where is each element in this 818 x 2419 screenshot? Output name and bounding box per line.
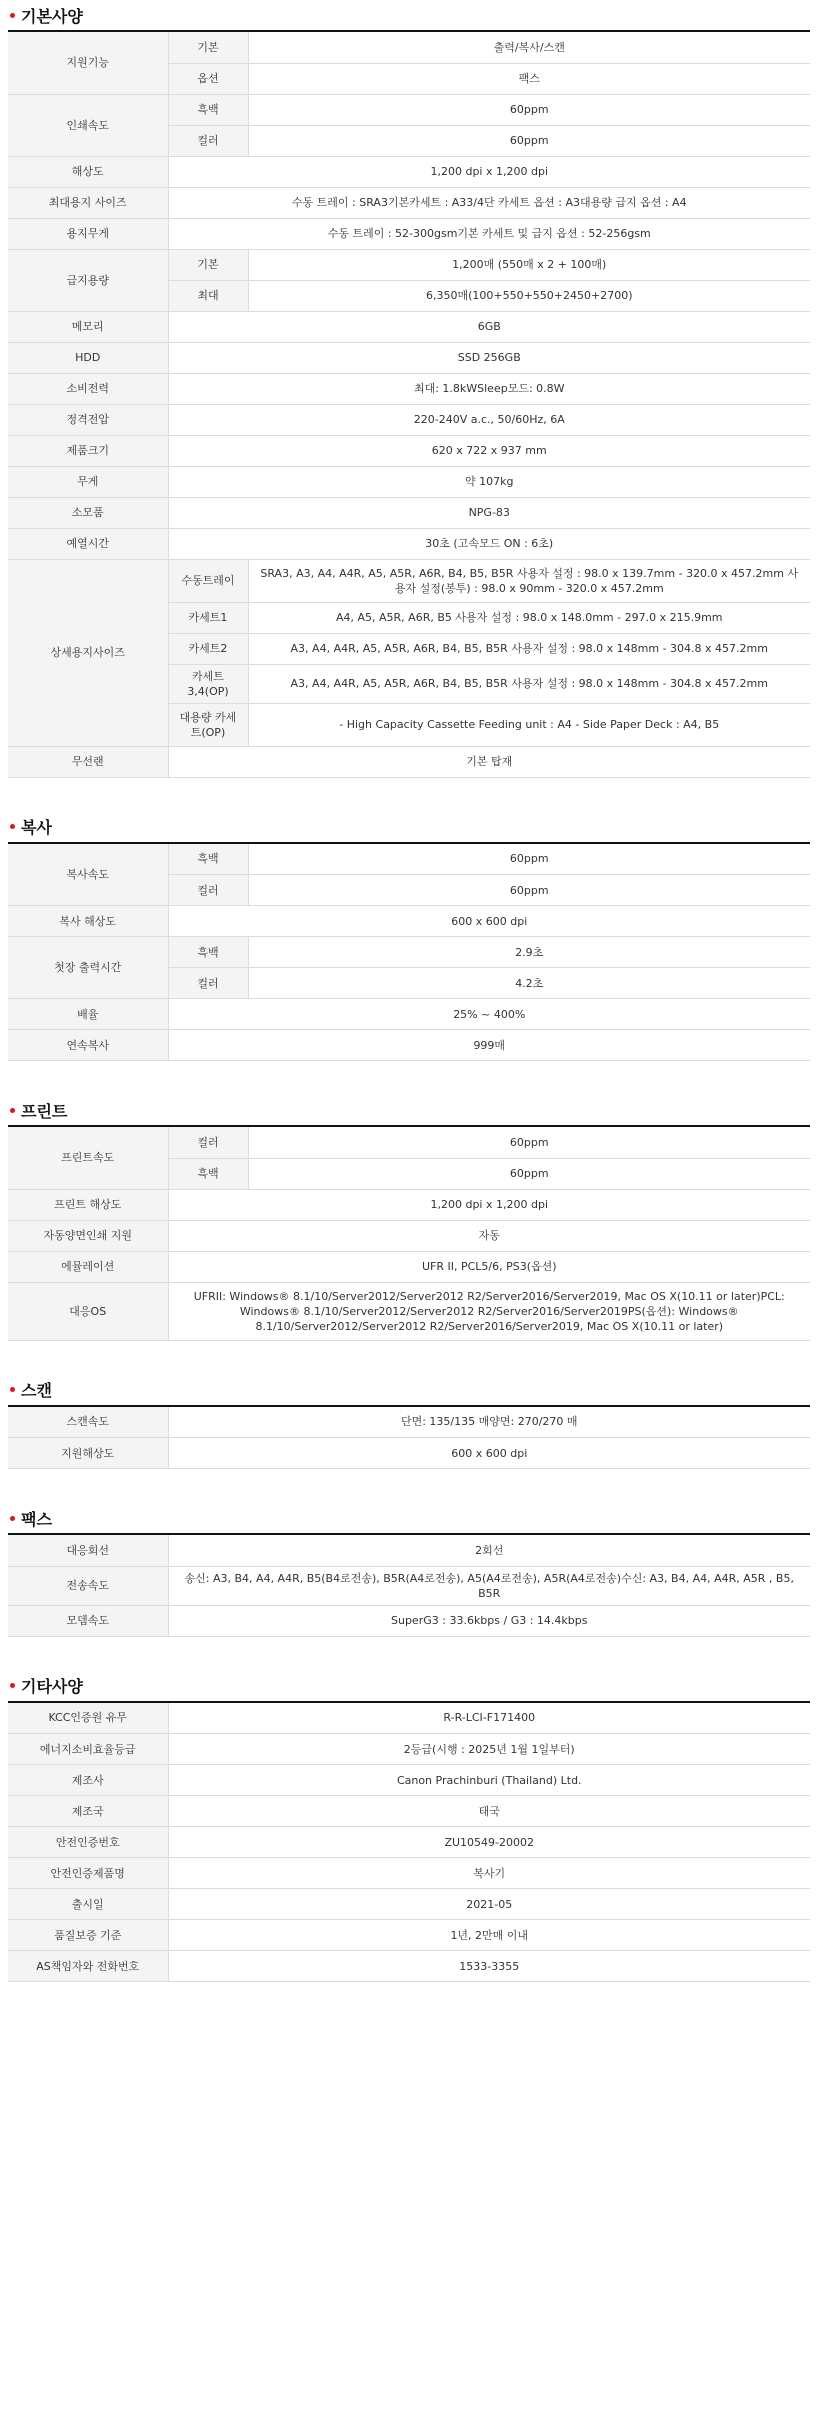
table-row bbox=[8, 1827, 810, 1858]
spec-label: 대응회선 bbox=[8, 1535, 168, 1566]
spec-table bbox=[8, 32, 810, 778]
section-header bbox=[8, 1375, 810, 1407]
spec-value: 2회선 bbox=[168, 1535, 810, 1566]
spec-sublabel: 흑백 bbox=[168, 937, 248, 968]
section-4 bbox=[8, 1503, 810, 1637]
table-row bbox=[8, 844, 810, 875]
table-row bbox=[8, 1282, 810, 1340]
table-row bbox=[8, 156, 810, 187]
section-title: 스캔 bbox=[21, 1381, 52, 1400]
spec-table bbox=[8, 1127, 810, 1341]
spec-label: 지원해상도 bbox=[8, 1438, 168, 1469]
spec-value: A4, A5, A5R, A6R, B5 사용자 설정 : 98.0 x 148.0mm - 297.0 x 215.9mm bbox=[248, 602, 810, 633]
spec-value: 60ppm bbox=[248, 94, 810, 125]
table-row bbox=[8, 1220, 810, 1251]
spec-sublabel: 흑백 bbox=[168, 94, 248, 125]
spec-value: SRA3, A3, A4, A4R, A5, A5R, A6R, B4, B5, B5R 사용자 설정 : 98.0 x 139.7mm - 320.0 x 457.2mm 사용자 설정(봉투) : 98.0 x 90mm - 320.0 x 457.2mm bbox=[248, 559, 810, 602]
spec-label: 대응OS bbox=[8, 1282, 168, 1340]
spec-label: 해상도 bbox=[8, 156, 168, 187]
spec-value: 1,200 dpi x 1,200 dpi bbox=[168, 1189, 810, 1220]
spec-value: 1,200 dpi x 1,200 dpi bbox=[168, 156, 810, 187]
spec-value: 단면: 135/135 매양면: 270/270 매 bbox=[168, 1407, 810, 1438]
spec-label: 연속복사 bbox=[8, 1030, 168, 1061]
spec-value: 1,200매 (550매 x 2 + 100매) bbox=[248, 249, 810, 280]
table-row bbox=[8, 999, 810, 1030]
spec-label: 최대용지 사이즈 bbox=[8, 187, 168, 218]
section-2 bbox=[8, 1095, 810, 1341]
table-row bbox=[8, 466, 810, 497]
table-row bbox=[8, 32, 810, 63]
bullet-icon bbox=[10, 1387, 15, 1392]
spec-label: 정격전압 bbox=[8, 404, 168, 435]
section-header bbox=[8, 1095, 810, 1127]
spec-value: 2021-05 bbox=[168, 1889, 810, 1920]
spec-label: 품질보증 기준 bbox=[8, 1920, 168, 1951]
spec-value: SSD 256GB bbox=[168, 342, 810, 373]
table-row bbox=[8, 528, 810, 559]
spec-value: 999매 bbox=[168, 1030, 810, 1061]
bullet-icon bbox=[10, 1683, 15, 1688]
section-title: 기본사양 bbox=[21, 6, 83, 26]
spec-value: 30초 (고속모드 ON : 6초) bbox=[168, 528, 810, 559]
spec-label: 용지무게 bbox=[8, 218, 168, 249]
spec-table bbox=[8, 1703, 810, 1983]
table-row bbox=[8, 1765, 810, 1796]
spec-label: KCC인증원 유무 bbox=[8, 1703, 168, 1734]
table-row bbox=[8, 1535, 810, 1566]
spec-value: 2등급(시행 : 2025년 1월 1일부터) bbox=[168, 1734, 810, 1765]
table-row bbox=[8, 435, 810, 466]
bullet-icon bbox=[10, 1108, 15, 1113]
table-row bbox=[8, 937, 810, 968]
spec-label: 지원기능 bbox=[8, 32, 168, 94]
spec-value: 60ppm bbox=[248, 844, 810, 875]
spec-label: 에너지소비효율등급 bbox=[8, 1734, 168, 1765]
section-0 bbox=[8, 0, 810, 778]
spec-label: 자동양면인쇄 지원 bbox=[8, 1220, 168, 1251]
table-row bbox=[8, 559, 810, 602]
spec-sublabel: 옵션 bbox=[168, 63, 248, 94]
spec-label: 급지용량 bbox=[8, 249, 168, 311]
table-row bbox=[8, 1251, 810, 1282]
spec-value: 25% ~ 400% bbox=[168, 999, 810, 1030]
spec-sublabel: 컬러 bbox=[168, 875, 248, 906]
spec-sublabel: 대용량 카세트(OP) bbox=[168, 703, 248, 746]
spec-label: 제조국 bbox=[8, 1796, 168, 1827]
spec-label: AS책임자와 전화번호 bbox=[8, 1951, 168, 1982]
spec-label: 안전인증제품명 bbox=[8, 1858, 168, 1889]
table-row bbox=[8, 1438, 810, 1469]
spec-label: 상세용지사이즈 bbox=[8, 559, 168, 746]
section-header bbox=[8, 812, 810, 844]
section-title: 프린트 bbox=[21, 1101, 68, 1121]
spec-label: 모뎀속도 bbox=[8, 1605, 168, 1636]
spec-sublabel: 컬러 bbox=[168, 125, 248, 156]
bullet-icon bbox=[10, 824, 15, 829]
spec-value: 4.2초 bbox=[248, 968, 810, 999]
spec-value: 6,350매(100+550+550+2450+2700) bbox=[248, 280, 810, 311]
table-row bbox=[8, 497, 810, 528]
table-row bbox=[8, 249, 810, 280]
spec-sublabel: 기본 bbox=[168, 249, 248, 280]
spec-value: 60ppm bbox=[248, 1127, 810, 1158]
spec-label: 예열시간 bbox=[8, 528, 168, 559]
spec-sublabel: 수동트레이 bbox=[168, 559, 248, 602]
table-row bbox=[8, 1605, 810, 1636]
table-row bbox=[8, 906, 810, 937]
spec-value: 최대: 1.8kWSleep모드: 0.8W bbox=[168, 373, 810, 404]
spec-value: Canon Prachinburi (Thailand) Ltd. bbox=[168, 1765, 810, 1796]
table-row bbox=[8, 1127, 810, 1158]
spec-value: 자동 bbox=[168, 1220, 810, 1251]
table-row bbox=[8, 1407, 810, 1438]
table-row bbox=[8, 1030, 810, 1061]
spec-table bbox=[8, 844, 810, 1062]
spec-value: 기본 탑재 bbox=[168, 746, 810, 777]
spec-sublabel: 카세트2 bbox=[168, 633, 248, 664]
table-row bbox=[8, 187, 810, 218]
spec-sublabel: 컬러 bbox=[168, 968, 248, 999]
spec-value: 출력/복사/스캔 bbox=[248, 32, 810, 63]
spec-value: 600 x 600 dpi bbox=[168, 1438, 810, 1469]
spec-label: 프린트 해상도 bbox=[8, 1189, 168, 1220]
spec-label: 제품크기 bbox=[8, 435, 168, 466]
table-row bbox=[8, 373, 810, 404]
spec-value: 60ppm bbox=[248, 1158, 810, 1189]
spec-value: 2.9초 bbox=[248, 937, 810, 968]
table-row bbox=[8, 1566, 810, 1605]
spec-value: 팩스 bbox=[248, 63, 810, 94]
spec-label: 프린트속도 bbox=[8, 1127, 168, 1189]
table-row bbox=[8, 1858, 810, 1889]
spec-value: SuperG3 : 33.6kbps / G3 : 14.4kbps bbox=[168, 1605, 810, 1636]
spec-label: 전송속도 bbox=[8, 1566, 168, 1605]
spec-value: UFRII: Windows® 8.1/10/Server2012/Server2012 R2/Server2016/Server2019, Mac OS X(10.11 or later)PCL: Windows® 8.1/10/Server2012/Server2012 R2/Server2016/Server2019PS(옵션): Windows® 8.1/10/Server2012/Server2012 R2/Server2016/Server2019, Mac OS X(10.11 or later) bbox=[168, 1282, 810, 1340]
spec-value: 1년, 2만매 이내 bbox=[168, 1920, 810, 1951]
bullet-icon bbox=[10, 13, 15, 18]
spec-value: A3, A4, A4R, A5, A5R, A6R, B4, B5, B5R 사용자 설정 : 98.0 x 148mm - 304.8 x 457.2mm bbox=[248, 664, 810, 703]
spec-label: 에뮬레이션 bbox=[8, 1251, 168, 1282]
spec-value: 수동 트레이 : 52-300gsm기본 카세트 및 급지 옵션 : 52-256gsm bbox=[168, 218, 810, 249]
table-row bbox=[8, 746, 810, 777]
spec-value: 1533-3355 bbox=[168, 1951, 810, 1982]
spec-label: 안전인증번호 bbox=[8, 1827, 168, 1858]
spec-value: 600 x 600 dpi bbox=[168, 906, 810, 937]
spec-sublabel: 카세트1 bbox=[168, 602, 248, 633]
spec-sublabel: 흑백 bbox=[168, 844, 248, 875]
section-1 bbox=[8, 812, 810, 1062]
section-5 bbox=[8, 1671, 810, 1983]
spec-label: 첫장 출력시간 bbox=[8, 937, 168, 999]
spec-value: 복사기 bbox=[168, 1858, 810, 1889]
spec-value: 6GB bbox=[168, 311, 810, 342]
spec-sublabel: 기본 bbox=[168, 32, 248, 63]
spec-sublabel: 최대 bbox=[168, 280, 248, 311]
section-title: 팩스 bbox=[21, 1509, 52, 1529]
table-row bbox=[8, 1889, 810, 1920]
table-row bbox=[8, 1951, 810, 1982]
spec-sublabel: 카세트3,4(OP) bbox=[168, 664, 248, 703]
spec-value: 60ppm bbox=[248, 125, 810, 156]
spec-value: R-R-LCI-F171400 bbox=[168, 1703, 810, 1734]
spec-table bbox=[8, 1535, 810, 1637]
section-title: 기타사양 bbox=[21, 1677, 83, 1696]
spec-value: 수동 트레이 : SRA3기본카세트 : A33/4단 카세트 옵션 : A3대용량 급지 옵션 : A4 bbox=[168, 187, 810, 218]
table-row bbox=[8, 1920, 810, 1951]
spec-label: 배율 bbox=[8, 999, 168, 1030]
spec-value: A3, A4, A4R, A5, A5R, A6R, B4, B5, B5R 사용자 설정 : 98.0 x 148mm - 304.8 x 457.2mm bbox=[248, 633, 810, 664]
spec-value: ZU10549-20002 bbox=[168, 1827, 810, 1858]
spec-value: 송신: A3, B4, A4, A4R, B5(B4로전송), B5R(A4로전송), A5(A4로전송), A5R(A4로전송)수신: A3, B4, A4, A4R, A5R , B5, B5R bbox=[168, 1566, 810, 1605]
spec-label: 복사 해상도 bbox=[8, 906, 168, 937]
table-row bbox=[8, 404, 810, 435]
spec-value: 태국 bbox=[168, 1796, 810, 1827]
table-row bbox=[8, 342, 810, 373]
spec-label: 스캔속도 bbox=[8, 1407, 168, 1438]
table-row bbox=[8, 1703, 810, 1734]
spec-label: HDD bbox=[8, 342, 168, 373]
spec-table bbox=[8, 1407, 810, 1470]
spec-value: 620 x 722 x 937 mm bbox=[168, 435, 810, 466]
spec-value: 220-240V a.c., 50/60Hz, 6A bbox=[168, 404, 810, 435]
table-row bbox=[8, 218, 810, 249]
table-row bbox=[8, 1189, 810, 1220]
spec-label: 소비전력 bbox=[8, 373, 168, 404]
spec-label: 메모리 bbox=[8, 311, 168, 342]
table-row bbox=[8, 94, 810, 125]
spec-value: - High Capacity Cassette Feeding unit : A4 - Side Paper Deck : A4, B5 bbox=[248, 703, 810, 746]
section-header bbox=[8, 1503, 810, 1535]
spec-label: 출시일 bbox=[8, 1889, 168, 1920]
table-row bbox=[8, 1796, 810, 1827]
table-row bbox=[8, 1734, 810, 1765]
spec-value: UFR II, PCL5/6, PS3(옵션) bbox=[168, 1251, 810, 1282]
spec-label: 제조사 bbox=[8, 1765, 168, 1796]
spec-sublabel: 컬러 bbox=[168, 1127, 248, 1158]
spec-value: 60ppm bbox=[248, 875, 810, 906]
section-header bbox=[8, 1671, 810, 1703]
spec-sublabel: 흑백 bbox=[168, 1158, 248, 1189]
table-row bbox=[8, 311, 810, 342]
bullet-icon bbox=[10, 1516, 15, 1521]
spec-value: NPG-83 bbox=[168, 497, 810, 528]
spec-label: 무게 bbox=[8, 466, 168, 497]
section-3 bbox=[8, 1375, 810, 1470]
spec-value: 약 107kg bbox=[168, 466, 810, 497]
spec-label: 복사속도 bbox=[8, 844, 168, 906]
spec-label: 무선랜 bbox=[8, 746, 168, 777]
spec-label: 소모품 bbox=[8, 497, 168, 528]
section-title: 복사 bbox=[21, 818, 52, 837]
section-header bbox=[8, 0, 810, 32]
spec-label: 인쇄속도 bbox=[8, 94, 168, 156]
